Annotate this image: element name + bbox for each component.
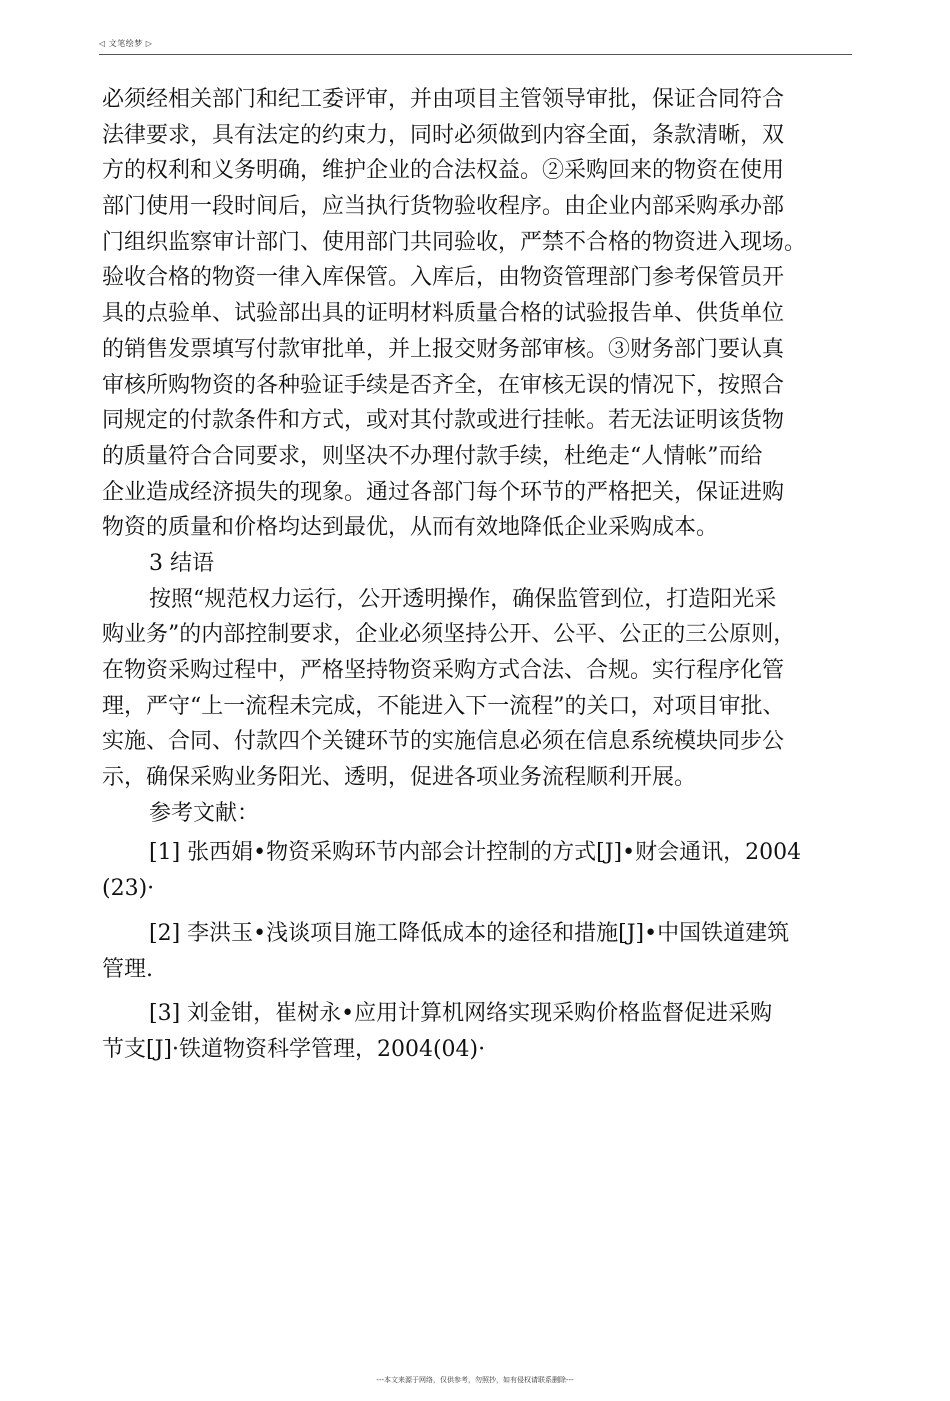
text-line: 审核所购物资的各种验证手续是否齐全，在审核无误的情况下，按照合	[102, 372, 785, 398]
header-title: ◁ 文笔绘梦 ▷	[99, 39, 153, 48]
text-line: 实施、合同、付款四个关键环节的实施信息必须在信息系统模块同步公	[102, 729, 785, 755]
text-line: 管理.	[102, 956, 153, 982]
text-line: 具的点验单、试验部出具的证明材料质量合格的试验报告单、供货单位	[102, 301, 785, 327]
text-line: 部门使用一段时间后，应当执行货物验收程序。由企业内部采购承办部	[102, 194, 785, 220]
text-line: [2] 李洪玉•浅谈项目施工降低成本的途径和措施[J]•中国铁道建筑	[149, 920, 790, 946]
text-line: 的销售发票填写付款审批单，并上报交财务部审核。③财务部门要认真	[102, 336, 785, 362]
text-line: (23)·	[102, 876, 155, 902]
text-line: 3 结语	[149, 550, 214, 576]
text-line: [3] 刘金钳，崔树永•应用计算机网络实现采购价格监督促进采购	[149, 1001, 773, 1027]
text-line: 必须经相关部门和纪工委评审，并由项目主管领导审批，保证合同符合	[102, 87, 785, 112]
page-footer: ---本文来源于网络，仅供参考，勿照抄，如有侵权请联系删除---	[376, 1376, 574, 1384]
document-body	[102, 82, 872, 1068]
text-line: 物资的质量和价格均达到最优，从而有效地降低企业采购成本。	[102, 515, 719, 541]
text-line: 的质量符合合同要求，则坚决不办理付款手续，杜绝走“人情帐”而给	[102, 443, 763, 469]
text-line: 节支[J]·铁道物资科学管理，2004(04)·	[102, 1036, 486, 1062]
text-line: 法律要求，具有法定的约束力，同时必须做到内容全面，条款清晰，双	[102, 122, 785, 148]
text-line: 在物资采购过程中，严格坚持物资采购方式合法、合规。实行程序化管	[102, 658, 785, 683]
text-line: 参考文献：	[149, 800, 260, 826]
text-line: 理，严守“上一流程未完成，不能进入下一流程”的关口，对项目审批、	[102, 693, 785, 719]
text-line: 方的权利和义务明确，维护企业的合法权益。②采购回来的物资在使用	[102, 158, 785, 184]
text-line: [1] 张西娟•物资采购环节内部会计控制的方式[J]•财会通讯，2004	[149, 840, 802, 866]
page-header	[99, 38, 852, 55]
text-line: 同规定的付款条件和方式，或对其付款或进行挂帐。若无法证明该货物	[102, 408, 785, 434]
text-line: 验收合格的物资一律入库保管。入库后，由物资管理部门参考保管员开	[102, 265, 785, 291]
text-line: 按照“规范权力运行，公开透明操作，确保监管到位，打造阳光采	[149, 586, 777, 612]
text-line: 示，确保采购业务阳光、透明，促进各项业务流程顺利开展。	[102, 765, 697, 791]
text-line: 门组织监察审计部门、使用部门共同验收，严禁不合格的物资进入现场。	[102, 229, 807, 255]
text-line: 企业造成经济损失的现象。通过各部门每个环节的严格把关，保证进购	[102, 479, 785, 505]
text-line: 购业务”的内部控制要求，企业必须坚持公开、公平、公正的三公原则，	[102, 622, 796, 648]
